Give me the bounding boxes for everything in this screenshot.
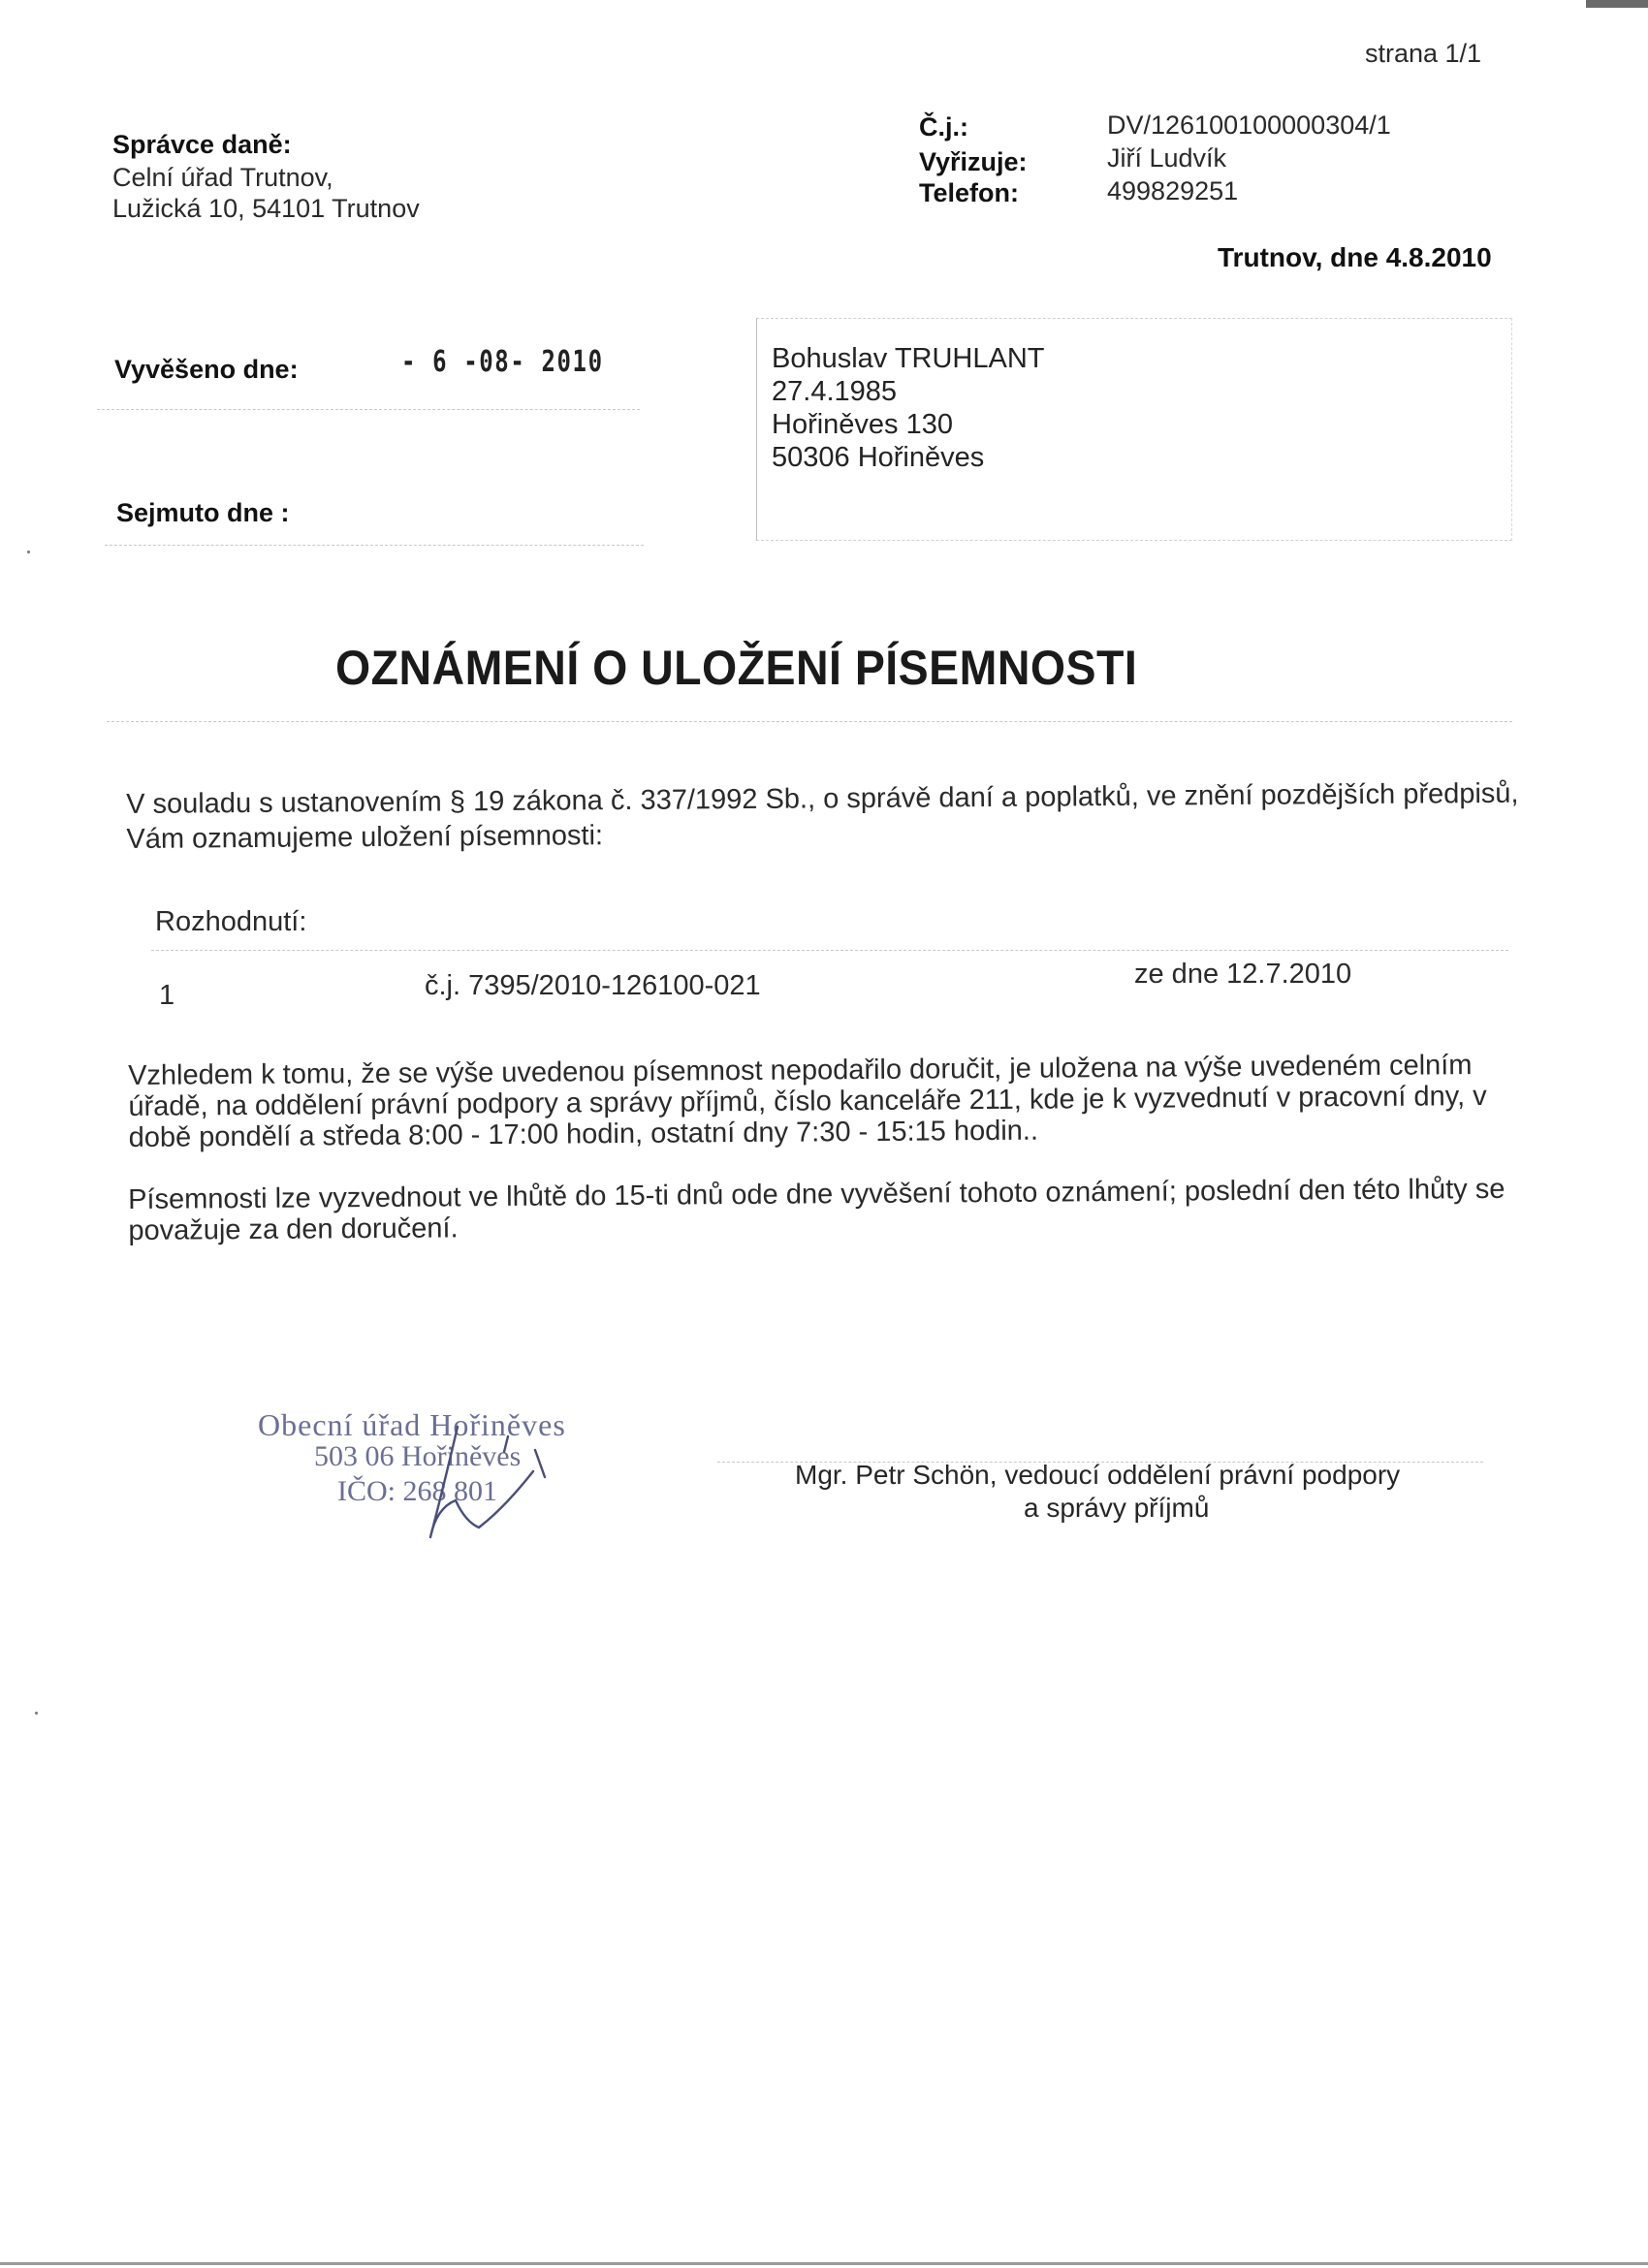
decision-label: Rozhodnutí: <box>155 906 307 937</box>
recipient-name: Bohuslav TRUHLANT <box>772 343 1045 374</box>
posted-on-date-stamp: - 6 -08- 2010 <box>401 345 604 379</box>
divider <box>107 721 1512 722</box>
divider <box>97 409 640 410</box>
page-number: strana 1/1 <box>1365 39 1482 68</box>
handled-by-value: Jiří Ludvík <box>1107 143 1227 173</box>
pickup-deadline-paragraph: Písemnosti lze vyzvednout ve lhůtě do 15-ti dnů ode dne vyvěšení tohoto oznámení; poslední den této lhůty se považuje za den doručení. <box>128 1173 1505 1246</box>
tax-administrator-address: Lužická 10, 54101 Trutnov <box>112 194 420 223</box>
scan-bottom-edge <box>0 2262 1648 2265</box>
place-and-date: Trutnov, dne 4.8.2010 <box>1218 242 1492 272</box>
item-number: 1 <box>159 980 175 1011</box>
handwritten-signature <box>411 1407 556 1553</box>
item-date: ze dne 12.7.2010 <box>1134 959 1352 990</box>
scan-corner-mark <box>1586 0 1648 8</box>
phone-value: 499829251 <box>1107 176 1239 205</box>
handled-by-label: Vyřizuje: <box>919 147 1028 176</box>
stamp-office-name: Obecní úřad Hořiněves <box>258 1407 566 1442</box>
signatory-department: a správy příjmů <box>1024 1493 1210 1523</box>
stamp-ico: IČO: 268 801 <box>337 1475 497 1507</box>
item-reference: č.j. 7395/2010-126100-021 <box>425 970 761 1001</box>
reference-number-label: Č.j.: <box>919 112 968 142</box>
tax-administrator-name: Celní úřad Trutnov, <box>112 163 333 192</box>
reference-number-value: DV/126100100000304/1 <box>1107 110 1391 140</box>
posted-on-label: Vyvěšeno dne: <box>114 355 299 384</box>
storage-paragraph: Vzhledem k tomu, že se výše uvedenou písemnost nepodařilo doručit, je uložena na výše uvedeném celním úřadě, na oddělení právní podpory a správy příjmů, číslo kanceláře 211, kde je k vyzvednutí v pracovní dny, v době pondělí a středa 8:00 - 17:00 hodin, ostatní dny 7:30 - 15:15 hodin.. <box>128 1050 1487 1153</box>
stamp-postal-code: 503 06 Hořiněves <box>314 1440 522 1472</box>
divider <box>151 950 1508 951</box>
recipient-birth-date: 27.4.1985 <box>772 376 898 407</box>
removed-on-label: Sejmuto dne : <box>116 498 290 527</box>
scan-speck <box>35 1712 38 1715</box>
recipient-city: 50306 Hořiněves <box>772 442 985 473</box>
intro-paragraph: V souladu s ustanovením § 19 zákona č. 337/1992 Sb., o správě daní a poplatků, ve znění pozdějších předpisů, Vám oznamujeme uložení písemnosti: <box>126 777 1519 855</box>
signatory-name: Mgr. Petr Schön, vedoucí oddělení právní podpory <box>795 1460 1401 1490</box>
phone-label: Telefon: <box>919 178 1019 207</box>
divider <box>105 545 644 546</box>
scan-speck <box>27 551 30 553</box>
tax-administrator-label: Správce daně: <box>112 130 292 159</box>
document-title: OZNÁMENÍ O ULOŽENÍ PÍSEMNOSTI <box>335 641 1138 695</box>
recipient-street: Hořiněves 130 <box>772 409 953 440</box>
